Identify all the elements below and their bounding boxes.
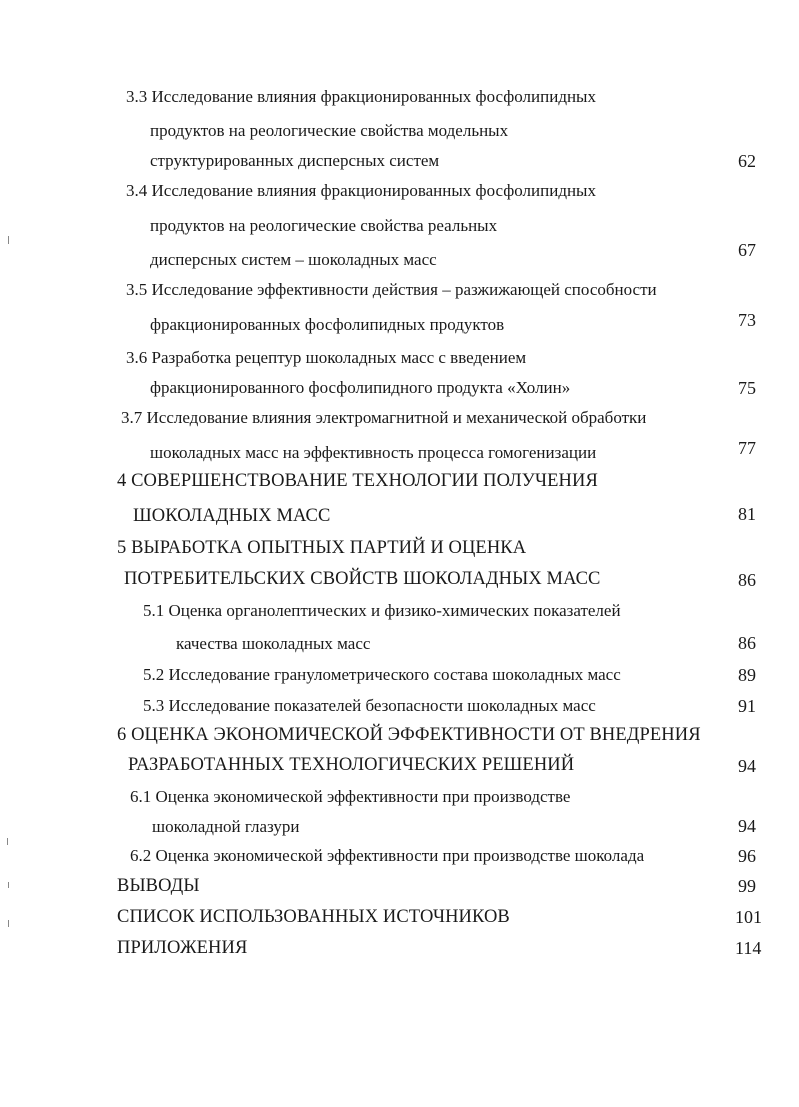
toc-entry-5-1-line-1: 5.1 Оценка органолептических и физико-химических показателей [143, 601, 621, 620]
toc-chapter-4-line-1: 4 СОВЕРШЕНСТВОВАНИЕ ТЕХНОЛОГИИ ПОЛУЧЕНИЯ [117, 471, 598, 491]
toc-entry-3-3-line-1: 3.3 Исследование влияния фракционированных фосфолипидных [126, 87, 596, 106]
toc-entry-3-7-line-1: 3.7 Исследование влияния электромагнитной и механической обработки [121, 408, 647, 427]
toc-entry-3-5-line-2: фракционированных фосфолипидных продуктов [150, 315, 505, 334]
toc-entry-5-3-line-1: 5.3 Исследование показателей безопасности шоколадных масс [143, 696, 596, 715]
toc-conclusions-page: 99 [738, 876, 756, 896]
toc-chapter-5-page: 86 [738, 570, 756, 590]
toc-entry-6-2-line-1: 6.2 Оценка экономической эффективности при производстве шоколада [130, 846, 645, 865]
toc-appendices: ПРИЛОЖЕНИЯ [117, 938, 248, 958]
toc-entry-3-6-line-1: 3.6 Разработка рецептур шоколадных масс с введением [126, 348, 527, 367]
toc-references: СПИСОК ИСПОЛЬЗОВАННЫХ ИСТОЧНИКОВ [117, 907, 510, 927]
toc-entry-3-6-page: 75 [738, 378, 756, 398]
toc-chapter-6-line-1: 6 ОЦЕНКА ЭКОНОМИЧЕСКОЙ ЭФФЕКТИВНОСТИ ОТ ВНЕДРЕНИЯ [117, 725, 701, 745]
scan-mark [8, 236, 9, 244]
toc-chapter-4-line-2: ШОКОЛАДНЫХ МАСС [133, 506, 331, 526]
toc-chapter-5-line-1: 5 ВЫРАБОТКА ОПЫТНЫХ ПАРТИЙ И ОЦЕНКА [117, 538, 527, 558]
scan-mark [8, 920, 9, 927]
toc-chapter-6-line-2: РАЗРАБОТАННЫХ ТЕХНОЛОГИЧЕСКИХ РЕШЕНИЙ [128, 755, 575, 775]
toc-entry-5-2-page: 89 [738, 665, 756, 685]
toc-entry-3-4-page: 67 [738, 240, 756, 260]
toc-appendices-page: 114 [735, 938, 762, 958]
toc-chapter-6-page: 94 [738, 756, 756, 776]
scan-mark [7, 838, 8, 845]
toc-entry-6-1-line-1: 6.1 Оценка экономической эффективности при производстве [130, 787, 571, 806]
toc-entry-3-4-line-1: 3.4 Исследование влияния фракционированных фосфолипидных [126, 181, 596, 200]
toc-entry-3-3-line-3: структурированных дисперсных систем [150, 151, 440, 170]
toc-conclusions: ВЫВОДЫ [117, 876, 200, 896]
toc-chapter-4-page: 81 [738, 504, 756, 524]
toc-entry-6-2-page: 96 [738, 846, 756, 866]
toc-entry-5-1-page: 86 [738, 633, 756, 653]
toc-references-page: 101 [735, 907, 762, 927]
toc-chapter-5-line-2: ПОТРЕБИТЕЛЬСКИХ СВОЙСТВ ШОКОЛАДНЫХ МАСС [124, 569, 601, 589]
toc-entry-3-3-page: 62 [738, 151, 756, 171]
toc-entry-3-7-page: 77 [738, 438, 756, 458]
toc-entry-5-3-page: 91 [738, 696, 756, 716]
toc-entry-3-4-line-2: продуктов на реологические свойства реальных [150, 216, 498, 235]
scan-mark [8, 882, 9, 888]
toc-entry-3-5-line-1: 3.5 Исследование эффективности действия – разжижающей способности [126, 280, 657, 299]
toc-entry-5-1-line-2: качества шоколадных масс [176, 634, 371, 653]
toc-entry-3-5-page: 73 [738, 310, 756, 330]
toc-entry-3-7-line-2: шоколадных масс на эффективность процесса гомогенизации [150, 443, 597, 462]
toc-entry-5-2-line-1: 5.2 Исследование гранулометрического состава шоколадных масс [143, 665, 621, 684]
toc-entry-6-1-page: 94 [738, 816, 756, 836]
toc-entry-6-1-line-2: шоколадной глазури [152, 817, 300, 836]
toc-entry-3-3-line-2: продуктов на реологические свойства модельных [150, 121, 509, 140]
toc-entry-3-6-line-2: фракционированного фосфолипидного продукта «Холин» [150, 378, 571, 397]
toc-entry-3-4-line-3: дисперсных систем – шоколадных масс [150, 250, 437, 269]
